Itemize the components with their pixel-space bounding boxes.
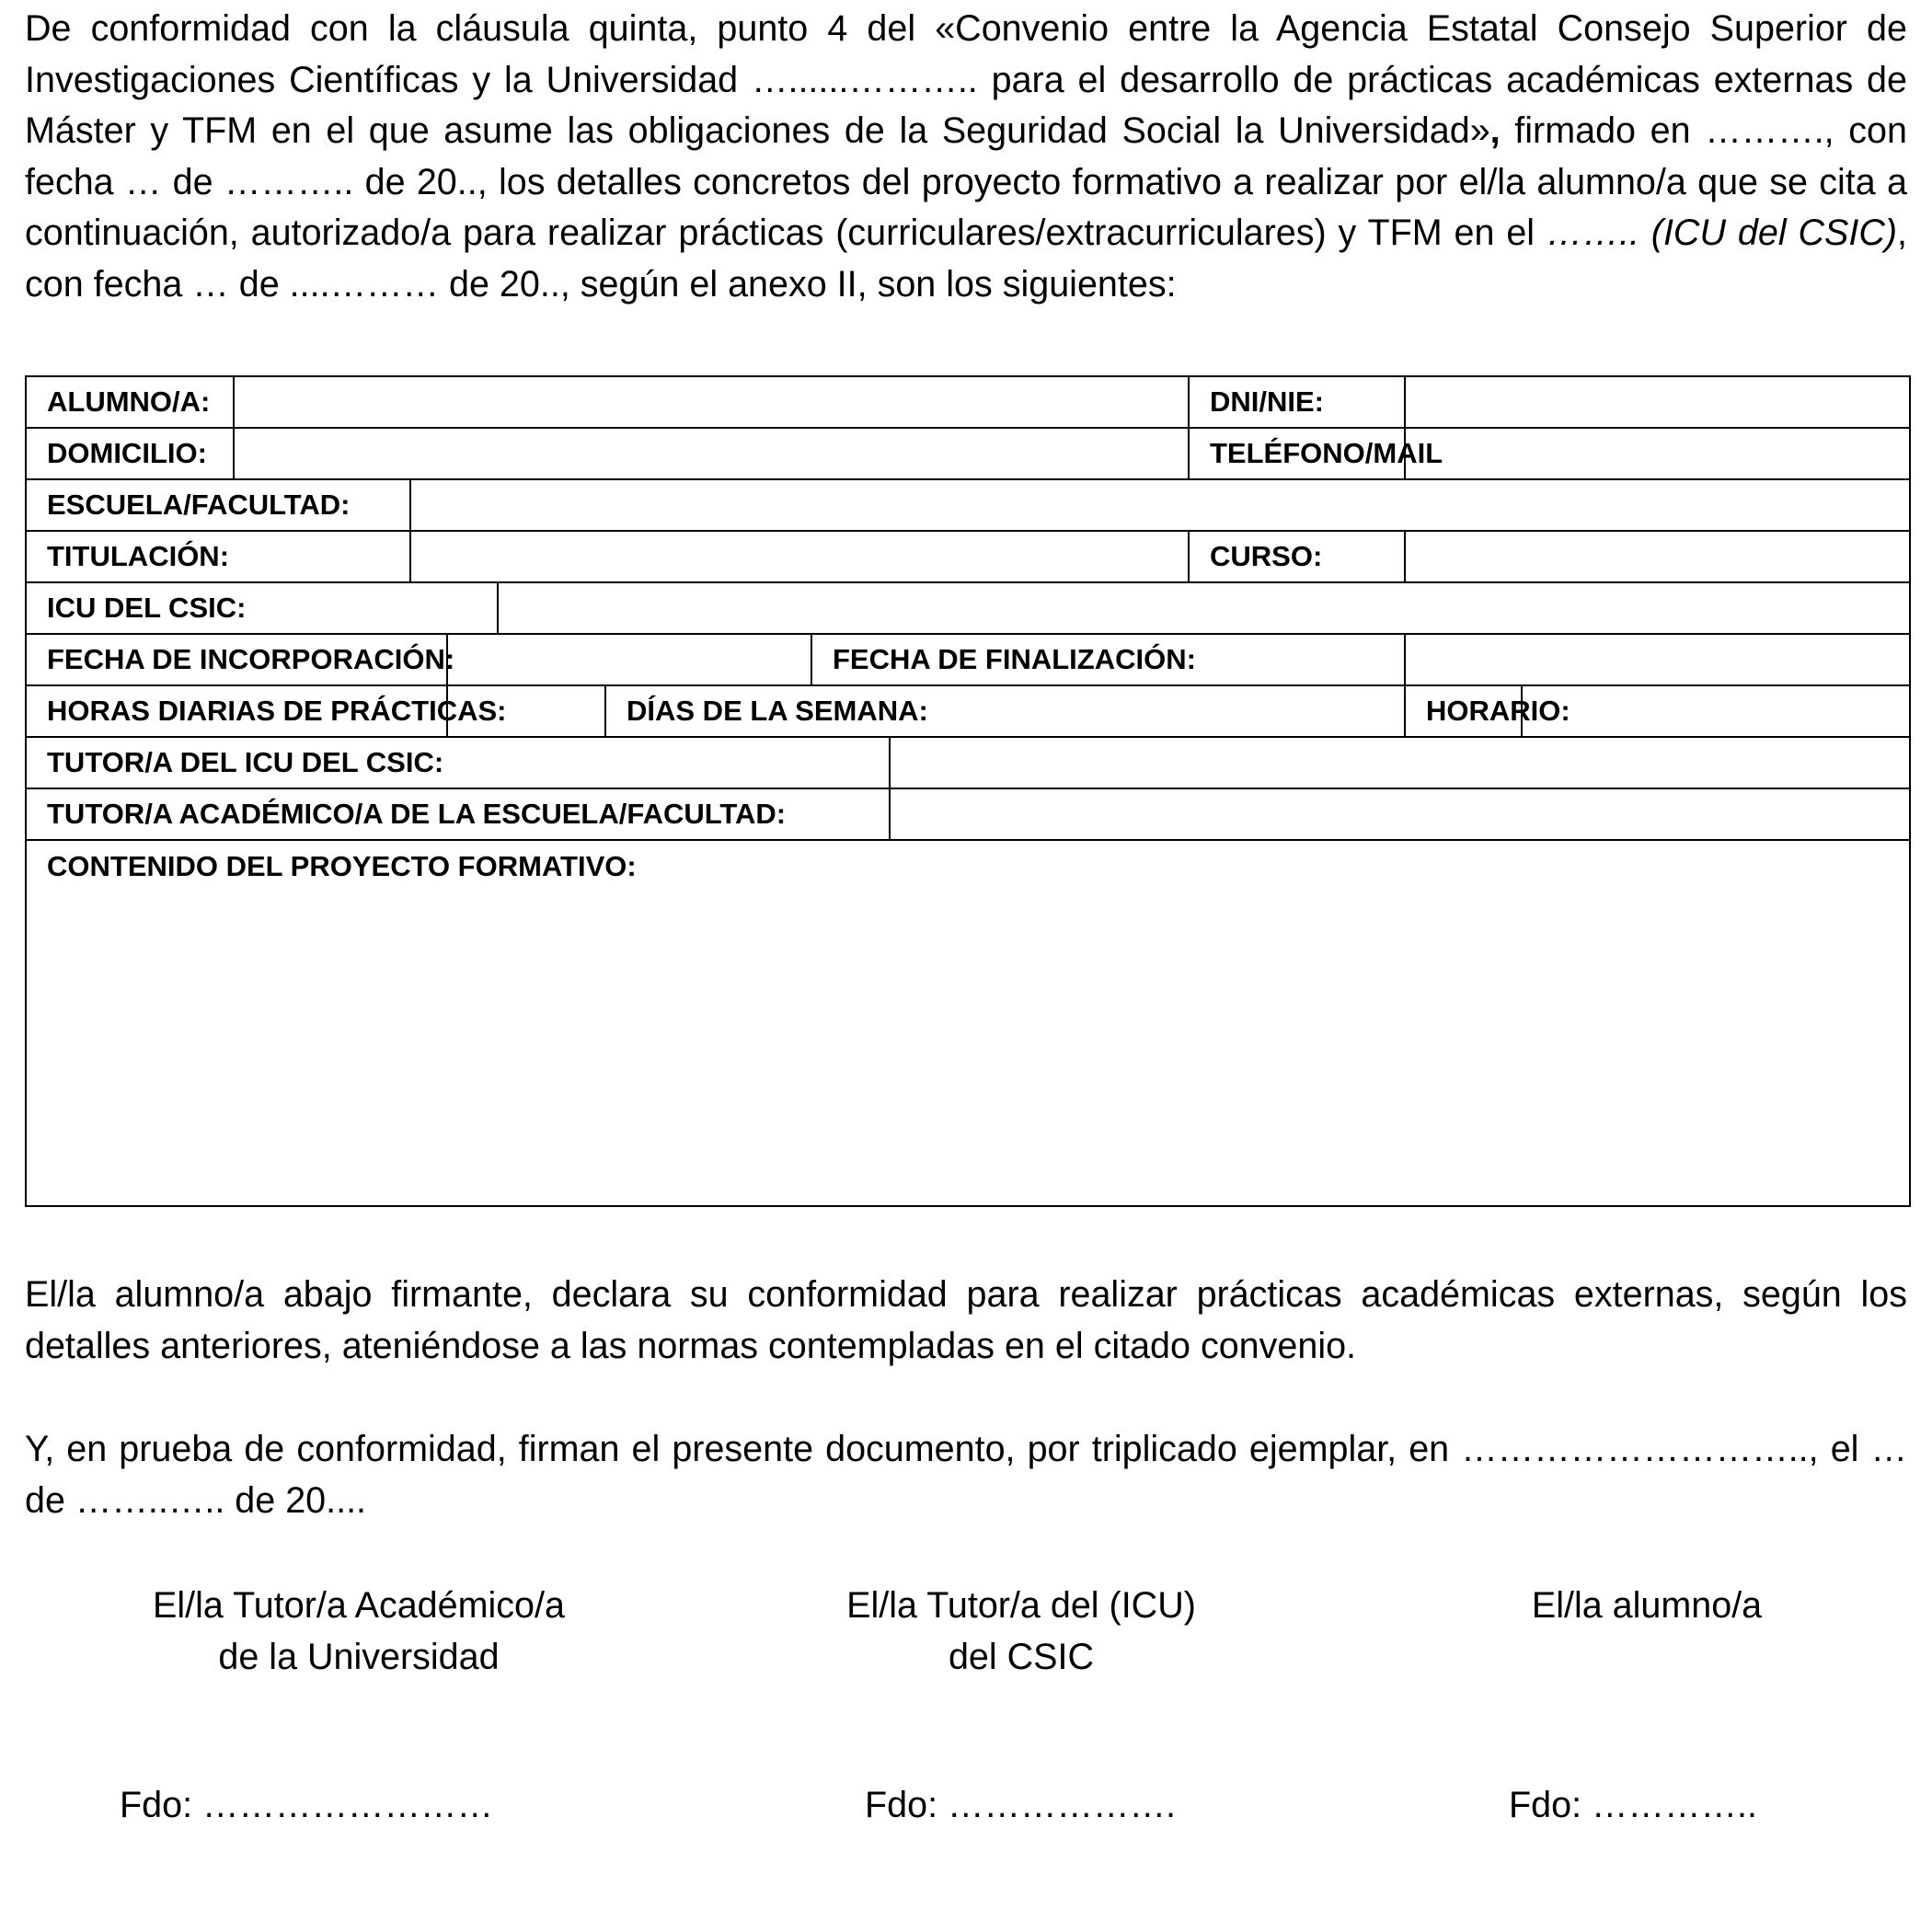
label-curso: CURSO: — [1189, 531, 1405, 582]
icu-tutor-line1: El/la Tutor/a del (ICU) — [846, 1585, 1196, 1626]
row-horas — [26, 685, 1910, 737]
signing-paragraph: Y, en prueba de conformidad, firman el presente documento, por triplicado ejemplar, en ……………………….., el … de ……..….. de 20.... — [25, 1429, 1907, 1521]
fdo-student: Fdo: ………….. — [1509, 1785, 1757, 1825]
field-fecha-finalizacion[interactable] — [1405, 634, 1910, 685]
field-telefono[interactable] — [1405, 428, 1910, 479]
label-tutor-icu: TUTOR/A DEL ICU DEL CSIC: — [26, 737, 890, 788]
intro-icu-placeholder: …….. (ICU del CSIC) — [1546, 213, 1898, 253]
field-dni[interactable] — [1405, 376, 1910, 428]
label-dias-semana: DÍAS DE LA SEMANA: — [605, 685, 1405, 737]
field-titulacion[interactable] — [410, 531, 1189, 582]
label-contenido: CONTENIDO DEL PROYECTO FORMATIVO: — [47, 850, 637, 882]
signature-icu-tutor — [828, 1581, 1214, 1683]
label-telefono: TELÉFONO/MAIL — [1189, 428, 1405, 479]
fdo-icu-tutor: Fdo: ………………. — [865, 1785, 1176, 1825]
intro-paragraph — [25, 4, 1907, 310]
row-fechas — [26, 634, 1910, 685]
signature-student — [1509, 1581, 1785, 1632]
student-line1: El/la alumno/a — [1531, 1585, 1763, 1626]
row-escuela — [26, 479, 1910, 531]
field-icu[interactable] — [498, 582, 1910, 634]
signature-academic-tutor — [138, 1581, 580, 1683]
field-contenido-proyecto[interactable] — [26, 840, 1910, 1206]
label-alumno: ALUMNO/A: — [26, 376, 234, 428]
row-icu — [26, 582, 1910, 634]
label-horario: HORARIO: — [1405, 685, 1522, 737]
label-horas-diarias: HORAS DIARIAS DE PRÁCTICAS: — [26, 685, 447, 737]
label-icu: ICU DEL CSIC: — [26, 582, 498, 634]
field-curso[interactable] — [1405, 531, 1910, 582]
field-horario[interactable] — [1522, 685, 1910, 737]
intro-comma: , — [1489, 110, 1501, 151]
row-domicilio — [26, 428, 1910, 479]
label-escuela: ESCUELA/FACULTAD: — [26, 479, 410, 531]
field-tutor-icu[interactable] — [890, 737, 1910, 788]
intro-text-1: De conformidad con la cláusula quinta, punto 4 del «Convenio entre la Agencia Estatal Consejo Superior de Investigaciones Científicas y la Universidad …......……….. para el desarrollo de prácticas académicas externas de Máster y TFM en el que asume las obligaciones de la Seguridad Social la Universidad» — [25, 8, 1907, 151]
field-fecha-incorporacion[interactable] — [447, 634, 811, 685]
intro-text-3: , con fecha … de ....……… de 20.., según el anexo II, son los siguientes: — [25, 213, 1907, 305]
field-domicilio[interactable] — [234, 428, 1189, 479]
field-escuela[interactable] — [410, 479, 1910, 531]
row-alumno — [26, 376, 1910, 428]
row-tutor-icu — [26, 737, 1910, 788]
label-tutor-academico: TUTOR/A ACADÉMICO/A DE LA ESCUELA/FACULTAD: — [26, 788, 890, 840]
row-tutor-academico — [26, 788, 1910, 840]
icu-tutor-line2: del CSIC — [948, 1636, 1095, 1677]
fdo-academic-tutor: Fdo: …………………… — [120, 1785, 494, 1825]
academic-tutor-line1: El/la Tutor/a Académico/a — [153, 1585, 565, 1626]
row-contenido — [26, 840, 1910, 1206]
label-titulacion: TITULACIÓN: — [26, 531, 410, 582]
label-fecha-finalizacion: FECHA DE FINALIZACIÓN: — [811, 634, 1405, 685]
field-tutor-academico[interactable] — [890, 788, 1910, 840]
intro-text-2: firmado en ………., con fecha … de ……….. de 20.., los detalles concretos del proyecto formativo a realizar por el/la alumno/a que se cita a continuación, autorizado/a para realizar prácticas (curriculares/extracurriculares) y TFM en el — [25, 110, 1907, 253]
academic-tutor-line2: de la Universidad — [218, 1636, 500, 1677]
field-alumno[interactable] — [234, 376, 1189, 428]
declaration-paragraph: El/la alumno/a abajo firmante, declara su conformidad para realizar prácticas académicas externas, según los detalles anteriores, ateniéndose a las normas contempladas en el citado convenio. — [25, 1274, 1907, 1366]
row-titulacion — [26, 531, 1910, 582]
label-fecha-incorporacion: FECHA DE INCORPORACIÓN: — [26, 634, 447, 685]
training-project-form — [25, 375, 1911, 1207]
label-dni: DNI/NIE: — [1189, 376, 1405, 428]
label-domicilio: DOMICILIO: — [26, 428, 234, 479]
